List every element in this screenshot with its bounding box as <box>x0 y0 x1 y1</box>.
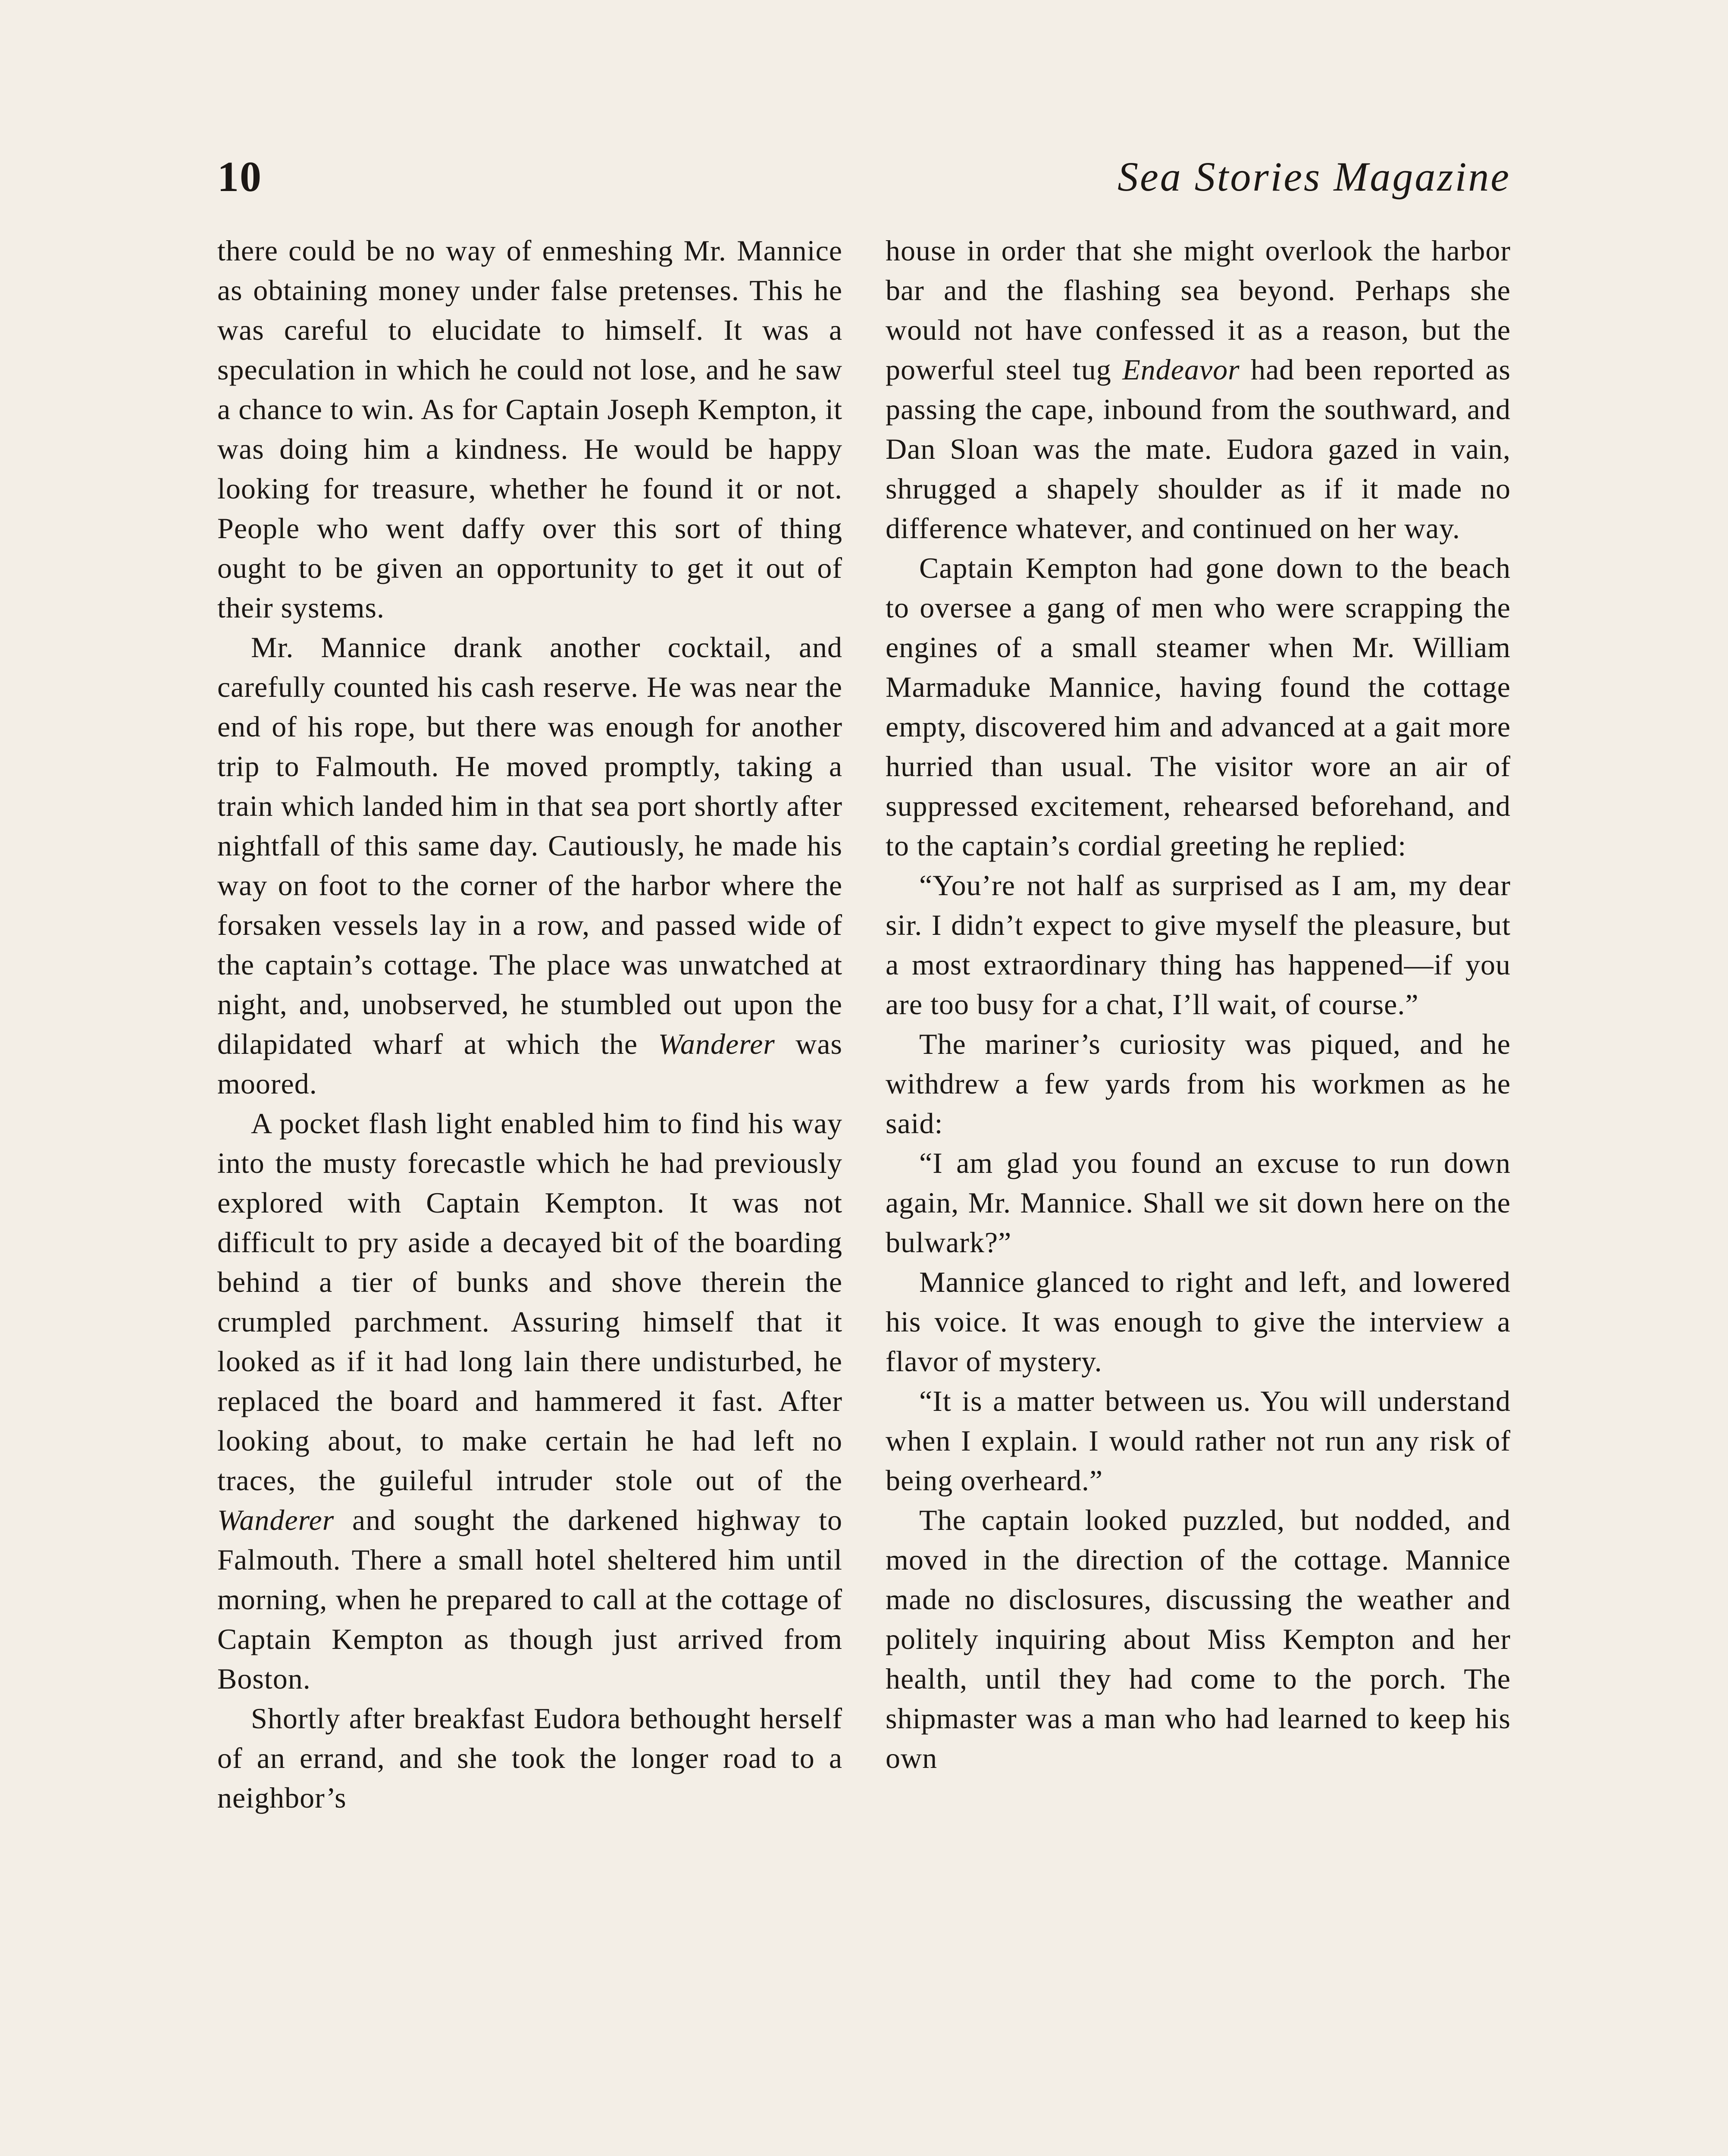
right-paragraph-3: “You’re not half as surprised as I am, my dear sir. I didn’t expect to give myself the pleasure, but a most extraordinary thing has happened—if you are too busy for a chat, I’ll wait, of course.” <box>886 869 1511 1021</box>
right-paragraph-2: Captain Kempton had gone down to the beach to oversee a gang of men who were scrapping the engines of a small steamer when Mr. William Marmaduke Mannice, having found the cottage empty, discovered him and advanced at a gait more hurried than usual. The visitor wore an air of suppressed excitement, rehearsed beforehand, and to the captain’s cordial greeting he replied: <box>886 552 1511 862</box>
right-paragraph-1-text-b: had been reported as passing the cape, inbound from the southward, and Dan Sloan was the mate. Eudora gazed in vain, shrugged a shapely shoulder as if it made no difference whatever, and continued on her way. <box>886 353 1511 545</box>
right-paragraph-1 <box>886 231 1511 548</box>
left-text-column <box>217 231 842 1818</box>
ship-name-wanderer-2: Wanderer <box>217 1504 335 1536</box>
page-number: 10 <box>217 153 262 201</box>
right-paragraph-8: The captain looked puzzled, but nodded, and moved in the direction of the cottage. Mannice made no disclosures, discussing the weather and politely inquiring about Miss Kempton and her health, until they had come to the porch. The shipmaster was a man who had learned to keep his own <box>886 1504 1511 1774</box>
left-paragraph-4: Shortly after breakfast Eudora bethought herself of an errand, and she took the longer road to a neighbor’s <box>217 1702 842 1814</box>
right-paragraph-4: The mariner’s curiosity was piqued, and he withdrew a few yards from his workmen as he said: <box>886 1028 1511 1140</box>
page-header <box>217 142 1511 211</box>
right-paragraph-5: “I am glad you found an excuse to run down again, Mr. Mannice. Shall we sit down here on the bulwark?” <box>886 1147 1511 1259</box>
left-paragraph-2-text: Mr. Mannice drank another cocktail, and carefully counted his cash reserve. He was near the end of his rope, but there was enough for another trip to Falmouth. He moved promptly, taking a train which landed him in that sea port shortly after nightfall of this same day. Cautiously, he made his way on foot to the corner of the harbor where the forsaken vessels lay in a row, and passed wide of the captain’s cottage. The place was unwatched at night, and, unobserved, he stumbled out upon the dilapidated wharf at which the <box>217 631 842 1060</box>
left-paragraph-2-end: was moored. <box>217 1028 843 1100</box>
left-paragraph-1: there could be no way of enmeshing Mr. Mannice as obtaining money under false pretenses. This he was careful to elucidate to himself. It was a speculation in which he could not lose, and he saw a chance to win. As for Captain Joseph Kempton, it was doing him a kindness. He would be happy looking for treasure, whether he found it or not. People who went daffy over this sort of thing ought to be given an opportunity to get it out of their systems. <box>217 234 842 624</box>
left-paragraph-3 <box>217 1103 842 1698</box>
right-paragraph-6: Mannice glanced to right and left, and lowered his voice. It was enough to give the interview a flavor of mystery. <box>886 1266 1511 1378</box>
right-paragraph-7: “It is a matter between us. You will understand when I explain. I would rather not run any risk of being overheard.” <box>886 1385 1511 1497</box>
left-paragraph-3-text-b: and sought the darkened highway to Falmouth. There a small hotel sheltered him until morning, when he prepared to call at the cottage of Captain Kempton as though just arrived from Boston. <box>217 1504 843 1695</box>
ship-name-endeavor: Endeavor <box>1122 353 1240 386</box>
ship-name-wanderer: Wanderer <box>658 1028 775 1060</box>
right-paragraph-1-text-a: house in order that she might overlook the harbor bar and the flashing sea beyond. Perhaps she would not have confessed it as a reason, but the powerful steel tug <box>886 234 1511 386</box>
magazine-title: Sea Stories Magazine <box>1118 154 1511 200</box>
left-paragraph-2 <box>217 627 842 1103</box>
right-text-column <box>886 231 1511 1778</box>
left-paragraph-3-text-a: A pocket flash light enabled him to find his way into the musty forecastle which he had previously explored with Captain Kempton. It was not difficult to pry aside a decayed bit of the boarding behind a tier of bunks and shove therein the crumpled parchment. Assuring himself that it looked as if it had long lain there undisturbed, he replaced the board and hammered it fast. After looking about, to make certain he had left no traces, the guileful intruder stole out of the <box>217 1107 842 1497</box>
